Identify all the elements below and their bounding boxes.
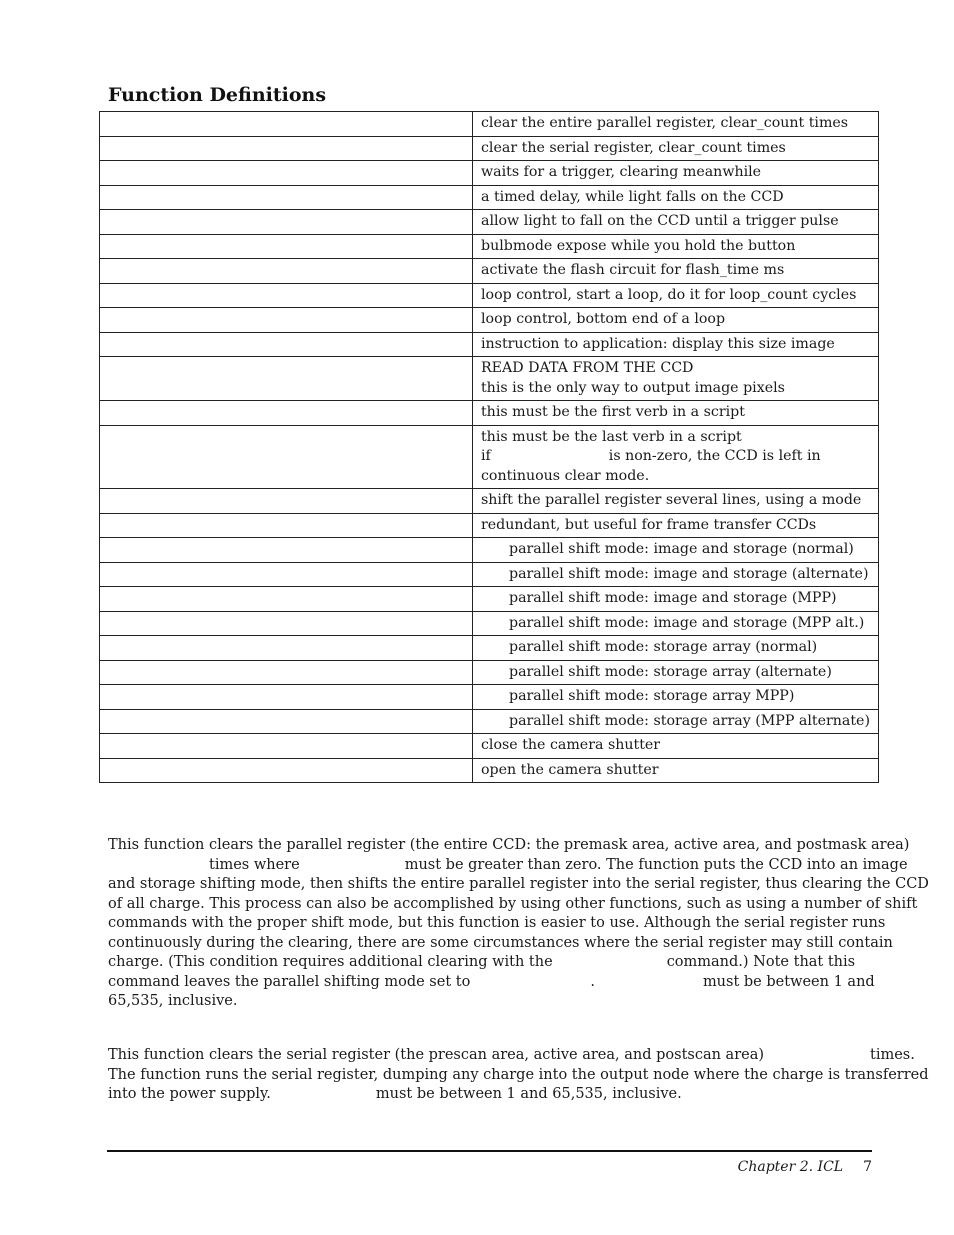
description-line: this must be the first verb in a script bbox=[480, 404, 745, 420]
description-line: loop control, bottom end of a loop bbox=[480, 311, 726, 327]
function-name-cell bbox=[100, 210, 473, 235]
description-line: continuous clear mode. bbox=[480, 467, 650, 484]
description-line: activate the flash circuit for flash_time ms bbox=[480, 262, 785, 278]
description-line: this must be the last verb in a script bbox=[480, 428, 742, 445]
function-description-cell bbox=[472, 234, 878, 259]
function-name-cell bbox=[100, 709, 473, 734]
function-description-cell bbox=[472, 538, 878, 563]
function-name-cell bbox=[100, 513, 473, 538]
description-line: open the camera shutter bbox=[480, 761, 659, 778]
function-name-cell bbox=[100, 660, 473, 685]
page-title: Function Definitions bbox=[108, 84, 327, 106]
text-line: command leaves the parallel shifting mode set to . must be between 1 and bbox=[108, 973, 875, 990]
function-description-cell bbox=[472, 308, 878, 333]
description-line: parallel shift mode: image and storage (MPP) bbox=[508, 590, 837, 606]
function-description-cell bbox=[472, 513, 878, 538]
table-row bbox=[100, 259, 879, 284]
function-description-cell bbox=[472, 758, 878, 783]
description-line: a timed delay, while light falls on the CCD bbox=[480, 188, 784, 205]
table-row bbox=[100, 234, 879, 259]
function-description-cell bbox=[472, 734, 878, 759]
table-row bbox=[100, 685, 879, 710]
function-description-cell bbox=[472, 259, 878, 284]
description-line: clear the entire parallel register, clear_count times bbox=[480, 115, 849, 131]
table-row bbox=[100, 734, 879, 759]
function-description-cell bbox=[472, 210, 878, 235]
parallel-clear-paragraph bbox=[108, 836, 929, 1012]
text-line: into the power supply. must be between 1 and 65,535, inclusive. bbox=[108, 1086, 682, 1102]
table-row bbox=[100, 112, 879, 137]
description-line: allow light to fall on the CCD until a trigger pulse bbox=[480, 213, 839, 229]
text-line: This function clears the parallel register (the entire CCD: the premask area, active area, and postmask area) bbox=[108, 837, 910, 853]
function-name-cell bbox=[100, 636, 473, 661]
function-name-cell bbox=[100, 136, 473, 161]
function-name-cell bbox=[100, 308, 473, 333]
description-line: parallel shift mode: storage array MPP) bbox=[508, 688, 795, 704]
function-name-cell bbox=[100, 185, 473, 210]
description-line: clear the serial register, clear_count times bbox=[480, 139, 786, 156]
description-line: shift the parallel register several lines, using a mode bbox=[480, 492, 862, 508]
function-name-cell bbox=[100, 734, 473, 759]
function-name-cell bbox=[100, 332, 473, 357]
description-line: redundant, but useful for frame transfer CCDs bbox=[480, 516, 817, 533]
description-line: READ DATA FROM THE CCD bbox=[480, 360, 694, 376]
table-row bbox=[100, 210, 879, 235]
function-name-cell bbox=[100, 357, 473, 401]
description-line: waits for a trigger, clearing meanwhile bbox=[480, 164, 762, 180]
function-description-cell bbox=[472, 357, 878, 401]
function-description-cell bbox=[472, 283, 878, 308]
function-description-cell bbox=[472, 161, 878, 186]
table-row bbox=[100, 660, 879, 685]
function-description-cell bbox=[472, 112, 878, 137]
text-line: This function clears the serial register (the prescan area, active area, and postscan area) times. bbox=[108, 1047, 915, 1063]
function-description-cell bbox=[472, 587, 878, 612]
description-line: parallel shift mode: storage array (MPP alternate) bbox=[508, 712, 870, 729]
description-line: close the camera shutter bbox=[480, 737, 661, 753]
text-line: continuously during the clearing, there are some circumstances where the serial register may still contain bbox=[108, 934, 893, 951]
description-line: parallel shift mode: image and storage (alternate) bbox=[508, 565, 869, 582]
function-name-cell bbox=[100, 685, 473, 710]
table-row bbox=[100, 357, 879, 401]
table-row bbox=[100, 308, 879, 333]
function-description-cell bbox=[472, 425, 878, 489]
function-name-cell bbox=[100, 611, 473, 636]
table-body bbox=[100, 112, 879, 783]
function-name-cell bbox=[100, 587, 473, 612]
table-row bbox=[100, 538, 879, 563]
function-name-cell bbox=[100, 283, 473, 308]
table-row bbox=[100, 636, 879, 661]
text-line: and storage shifting mode, then shifts the entire parallel register into the serial register, thus clearing the CCD bbox=[108, 876, 929, 892]
footer-divider bbox=[107, 1150, 872, 1152]
table-row bbox=[100, 611, 879, 636]
text-line: The function runs the serial register, dumping any charge into the output node where the charge is transferred bbox=[108, 1066, 929, 1083]
function-name-cell bbox=[100, 489, 473, 514]
function-description-cell bbox=[472, 611, 878, 636]
function-description-cell bbox=[472, 685, 878, 710]
description-line: parallel shift mode: storage array (normal) bbox=[508, 639, 818, 655]
page-footer bbox=[600, 1159, 872, 1175]
table-row bbox=[100, 283, 879, 308]
table-row bbox=[100, 587, 879, 612]
table-row bbox=[100, 758, 879, 783]
serial-clear-paragraph bbox=[108, 1046, 929, 1105]
chapter-label: Chapter 2. ICL bbox=[737, 1159, 844, 1175]
function-name-cell bbox=[100, 112, 473, 137]
description-line: parallel shift mode: image and storage (normal) bbox=[508, 541, 854, 557]
function-name-cell bbox=[100, 538, 473, 563]
function-name-cell bbox=[100, 401, 473, 426]
function-definitions-table bbox=[99, 111, 879, 783]
function-description-cell bbox=[472, 660, 878, 685]
function-name-cell bbox=[100, 259, 473, 284]
description-line: parallel shift mode: image and storage (MPP alt.) bbox=[508, 614, 865, 631]
function-description-cell bbox=[472, 636, 878, 661]
function-description-cell bbox=[472, 185, 878, 210]
function-description-cell bbox=[472, 401, 878, 426]
table-row bbox=[100, 425, 879, 489]
function-name-cell bbox=[100, 425, 473, 489]
table-row bbox=[100, 332, 879, 357]
description-line: loop control, start a loop, do it for loop_count cycles bbox=[480, 286, 857, 303]
function-description-cell bbox=[472, 489, 878, 514]
text-line: of all charge. This process can also be accomplished by using other functions, such as using a number of shift bbox=[108, 895, 918, 912]
table-row bbox=[100, 185, 879, 210]
function-name-cell bbox=[100, 562, 473, 587]
function-description-cell bbox=[472, 332, 878, 357]
function-description-cell bbox=[472, 136, 878, 161]
table-row bbox=[100, 401, 879, 426]
text-line: 65,535, inclusive. bbox=[108, 993, 238, 1009]
function-description-cell bbox=[472, 709, 878, 734]
function-name-cell bbox=[100, 234, 473, 259]
description-line: if is non-zero, the CCD is left in bbox=[480, 448, 821, 464]
page-number: 7 bbox=[863, 1159, 872, 1175]
description-line: parallel shift mode: storage array (alternate) bbox=[508, 663, 832, 680]
function-description-cell bbox=[472, 562, 878, 587]
description-line: this is the only way to output image pixels bbox=[480, 379, 785, 396]
table-row bbox=[100, 136, 879, 161]
function-name-cell bbox=[100, 758, 473, 783]
text-line: charge. (This condition requires additional clearing with the command.) Note that this bbox=[108, 954, 856, 970]
function-name-cell bbox=[100, 161, 473, 186]
text-line: commands with the proper shift mode, but this function is easier to use. Although the serial register runs bbox=[108, 915, 886, 931]
description-line: instruction to application: display this size image bbox=[480, 335, 835, 352]
table-row bbox=[100, 513, 879, 538]
table-row bbox=[100, 709, 879, 734]
description-line: bulbmode expose while you hold the button bbox=[480, 237, 796, 254]
table-row bbox=[100, 489, 879, 514]
text-line: times where must be greater than zero. The function puts the CCD into an image bbox=[209, 856, 908, 873]
table-row bbox=[100, 562, 879, 587]
table-row bbox=[100, 161, 879, 186]
